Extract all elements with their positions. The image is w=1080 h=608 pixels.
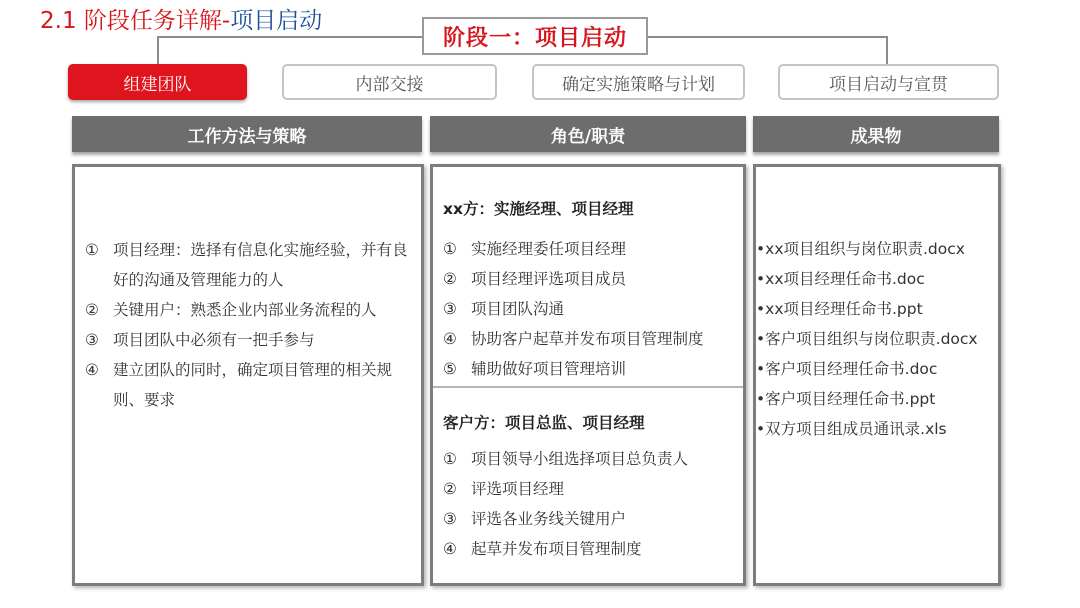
- page-title-prefix: 2.1 阶段任务详解-: [40, 8, 231, 34]
- list-item-text: 项目领导小组选择项目总负责人: [471, 450, 689, 468]
- list-item-text: 项目团队沟通: [471, 300, 565, 318]
- connector-right-horizontal: [648, 36, 888, 38]
- step-tab-kickoff[interactable]: 项目启动与宣贯: [778, 64, 999, 100]
- list-item-text: 项目经理：选择有信息化实施经验，并有良好的沟通及管理能力的人: [113, 241, 408, 289]
- outputs-panel: [753, 164, 1001, 586]
- list-item-number: ①: [443, 450, 457, 468]
- deliverable-item: •客户项目经理任命书.doc: [756, 360, 938, 378]
- list-item-text: 起草并发布项目管理制度: [471, 540, 642, 558]
- list-item-text: 协助客户起草并发布项目管理制度: [471, 330, 704, 348]
- roles-panel: [430, 164, 746, 586]
- phase-title-box: 阶段一：项目启动: [422, 17, 648, 55]
- list-item: [443, 474, 738, 504]
- list-item: [443, 234, 738, 264]
- list-item-text: 评选各业务线关键用户: [471, 510, 627, 528]
- vendor-roles-title: xx方：实施经理、项目经理: [443, 200, 634, 218]
- list-item-text: 建立团队的同时，确定项目管理的相关规则、要求: [113, 361, 393, 409]
- list-item: [443, 324, 738, 354]
- list-item: [85, 295, 417, 325]
- list-item-number: ⑤: [443, 360, 457, 378]
- list-item: [443, 294, 738, 324]
- step-tab-strategy-plan[interactable]: 确定实施策略与计划: [532, 64, 745, 100]
- list-item: [85, 235, 417, 295]
- list-item-number: ④: [443, 330, 457, 348]
- list-item-text: 关键用户：熟悉企业内部业务流程的人: [113, 301, 377, 319]
- list-item-number: ③: [443, 510, 457, 528]
- client-roles-list: [443, 444, 738, 564]
- deliverable-item: •xx项目经理任命书.ppt: [756, 300, 923, 318]
- page-title-suffix: 项目启动: [230, 8, 323, 34]
- list-item-text: 辅助做好项目管理培训: [471, 360, 627, 378]
- connector-left-horizontal: [157, 36, 422, 38]
- list-item-number: ①: [443, 240, 457, 258]
- list-item-number: ②: [443, 480, 457, 498]
- list-item-number: ③: [443, 300, 457, 318]
- list-item: [443, 504, 738, 534]
- list-item-text: 项目团队中必须有一把手参与: [113, 331, 315, 349]
- methods-panel: [72, 164, 424, 586]
- methods-list: [85, 235, 417, 415]
- client-roles-title: 客户方：项目总监、项目经理: [443, 414, 645, 432]
- deliverable-item: •客户项目经理任命书.ppt: [756, 390, 936, 408]
- deliverables-list: [756, 234, 1002, 444]
- list-item-number: ②: [85, 301, 99, 319]
- list-item-number: ②: [443, 270, 457, 288]
- deliverable-item: •xx项目经理任命书.doc: [756, 270, 925, 288]
- column-header-methods: 工作方法与策略: [72, 116, 422, 152]
- list-item: [443, 264, 738, 294]
- list-item-text: 实施经理委任项目经理: [471, 240, 627, 258]
- list-item-number: ④: [85, 361, 99, 379]
- connector-right-vertical: [886, 36, 888, 64]
- deliverable-item: •双方项目组成员通讯录.xls: [756, 420, 947, 438]
- list-item: [443, 534, 738, 564]
- list-item-number: ①: [85, 241, 99, 259]
- step-tab-internal-handover[interactable]: 内部交接: [282, 64, 497, 100]
- list-item-number: ④: [443, 540, 457, 558]
- column-header-roles: 角色/职责: [430, 116, 746, 152]
- list-item: [85, 355, 417, 415]
- vendor-roles-list: [443, 234, 738, 384]
- list-item: [85, 325, 417, 355]
- list-item-text: 评选项目经理: [471, 480, 565, 498]
- page-title: [40, 6, 322, 36]
- deliverable-item: •客户项目组织与岗位职责.docx: [756, 330, 978, 348]
- column-header-outputs: 成果物: [753, 116, 999, 152]
- list-item-number: ③: [85, 331, 99, 349]
- section-divider: [433, 386, 743, 388]
- deliverable-item: •xx项目组织与岗位职责.docx: [756, 240, 965, 258]
- list-item-text: 项目经理评选项目成员: [471, 270, 627, 288]
- list-item: [443, 354, 738, 384]
- list-item: [443, 444, 738, 474]
- connector-left-vertical: [157, 36, 159, 64]
- step-tab-build-team[interactable]: 组建团队: [68, 64, 247, 100]
